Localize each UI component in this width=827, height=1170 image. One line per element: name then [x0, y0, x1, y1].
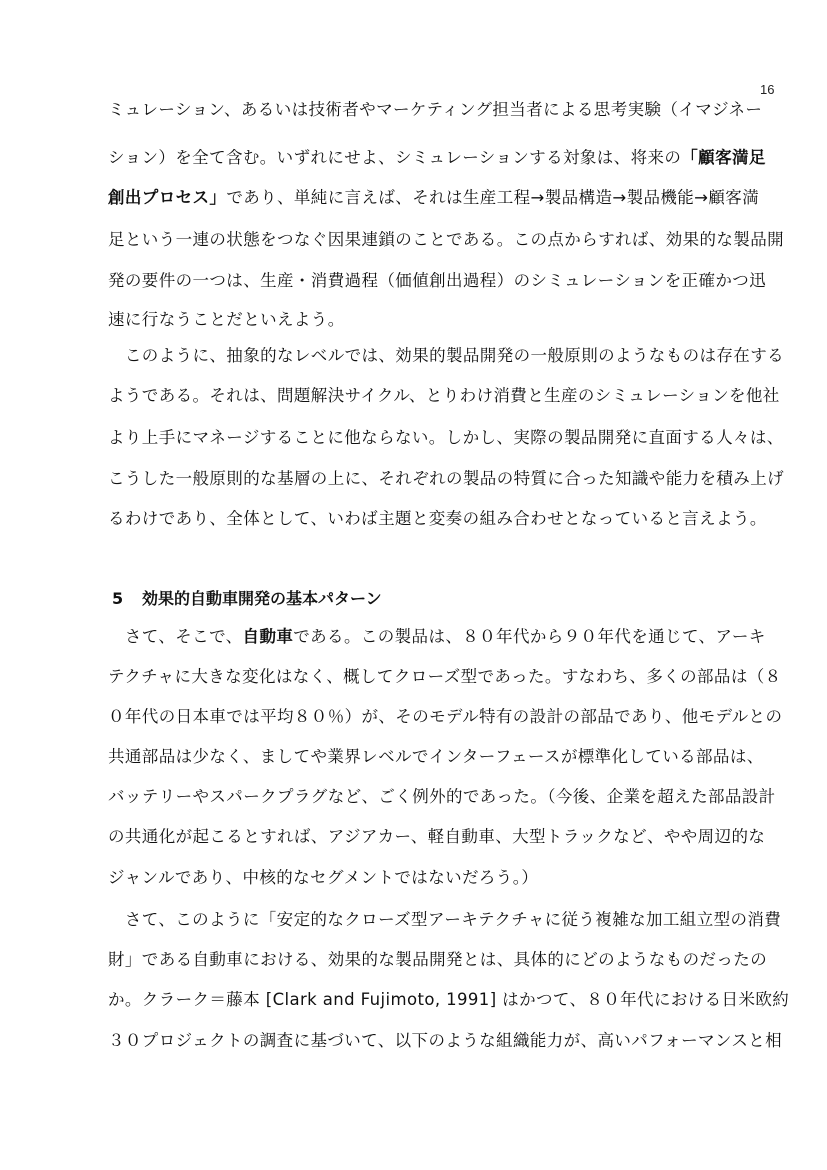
text-span: ジャンルであり、中核的なセグメントではないだろう。）	[108, 868, 539, 887]
text-span: より上手にマネージすることに他ならない。しかし、実際の製品開発に直面する人々は、	[108, 428, 784, 447]
page-number: 16	[760, 82, 775, 97]
text-span: ３０プロジェクトの調査に基づいて、以下のような組織能力が、高いパフォーマンスと相	[108, 1031, 783, 1050]
text-line	[108, 825, 788, 849]
text-span: ようである。それは、問題解決サイクル、とりわけ消費と生産のシミュレーションを他社	[108, 386, 780, 405]
bold-text: 「顧客満足	[681, 148, 766, 167]
text-span: バッテリーやスパークプラグなど、ごく例外的であった。（今後、企業を超えた部品設計	[108, 787, 776, 806]
text-span: ０年代の日本車では平均８０％）が、そのモデル特有の設計の部品であり、他モデルとの	[108, 707, 783, 726]
text-line	[108, 785, 788, 809]
text-line	[108, 1029, 788, 1053]
text-span: である。この製品は、８０年代から９０年代を通じて、アーキ	[293, 627, 766, 646]
section-number: 5	[112, 589, 124, 608]
text-line	[108, 344, 788, 368]
text-span: 発の要件の一つは、生産・消費過程（価値創出過程）のシミュレーションを正確かつ迅	[108, 271, 767, 290]
section-title: 効果的自動車開発の基本パターン	[142, 589, 382, 608]
text-span: さて、このように「安定的なクローズ型アーキテクチャに従う複雑な加工組立型の消費	[108, 910, 782, 929]
text-line	[108, 269, 788, 293]
text-span: ション）を全て含む。いずれにせよ、シミュレーションする対象は、将来の	[108, 148, 682, 167]
text-line	[108, 866, 788, 890]
text-line	[108, 948, 788, 972]
text-span: 足という一連の状態をつなぐ因果連鎖のことである。この点からすれば、効果的な製品開	[108, 230, 784, 249]
text-span: 共通部品は少なく、ましてや業界レベルでインターフェースが標準化している部品は、	[108, 747, 764, 766]
text-line	[108, 146, 788, 170]
text-span: 財」である自動車における、効果的な製品開発とは、具体的にどのようなものだったの	[108, 950, 768, 969]
text-line	[108, 988, 788, 1012]
text-line	[108, 308, 788, 332]
text-span: るわけであり、全体として、いわば主題と変奏の組み合わせとなっていると言えよう。	[108, 509, 767, 528]
text-span: ミュレーション、あるいは技術者やマーケティング担当者による思考実験（イマジネー	[108, 100, 763, 119]
text-span: 速に行なうことだといえよう。	[108, 310, 345, 329]
bold-text: 創出プロセス」	[108, 188, 227, 207]
text-line	[108, 98, 788, 122]
text-line	[108, 665, 788, 689]
text-span: の共通化が起こるとすれば、アジアカー、軽自動車、大型トラックなど、やや周辺的な	[108, 827, 766, 846]
text-span: か。クラーク＝藤本 [Clark and Fujimoto, 1991] はかつて、８０年代における日米欧約	[108, 990, 790, 1009]
text-line	[108, 228, 788, 252]
text-line	[108, 384, 788, 408]
text-line	[108, 625, 788, 649]
bold-text: 自動車	[242, 627, 294, 646]
text-line	[108, 186, 788, 210]
text-line	[108, 705, 788, 729]
text-line	[108, 507, 788, 531]
text-line	[108, 908, 788, 932]
text-span: このように、抽象的なレベルでは、効果的製品開発の一般原則のようなものは存在する	[108, 346, 784, 365]
text-span: さて、そこで、	[108, 627, 243, 646]
section-heading	[112, 586, 712, 609]
text-line	[108, 426, 788, 450]
text-span: こうした一般原則的な基層の上に、それぞれの製品の特質に合った知識や能力を積み上げ	[108, 469, 784, 488]
text-span: テクチャに大きな変化はなく、概してクローズ型であった。すなわち、多くの部品は（８	[108, 667, 782, 686]
text-line	[108, 467, 788, 491]
text-span: であり、単純に言えば、それは生産工程→製品構造→製品機能→顧客満	[226, 188, 760, 207]
text-line	[108, 745, 788, 769]
